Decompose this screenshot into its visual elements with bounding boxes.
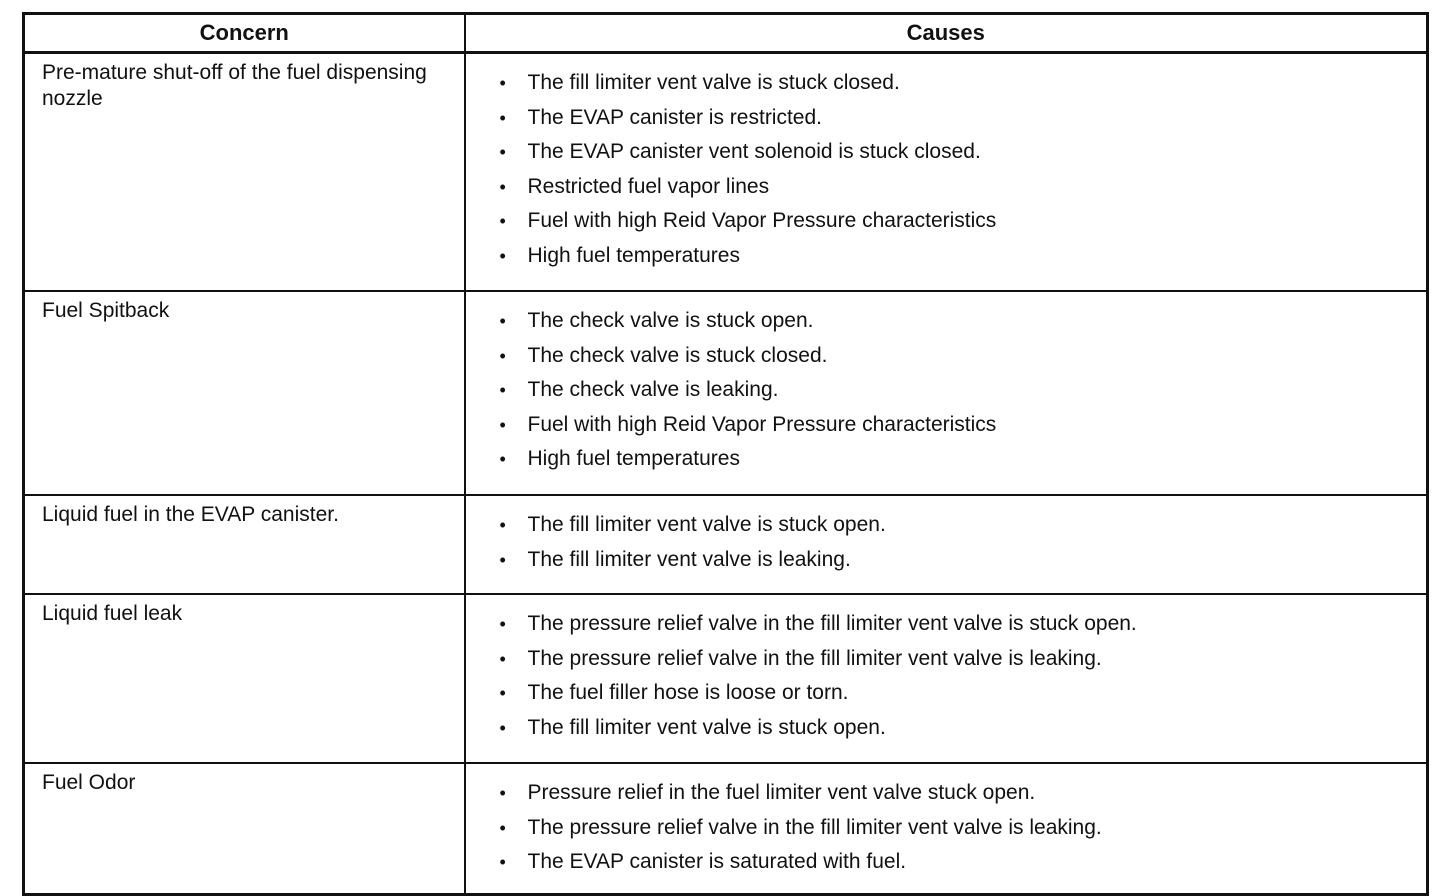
cause-item: • The fuel filler hose is loose or torn. — [488, 676, 1427, 711]
causes-list — [488, 304, 1427, 477]
concern-cell: Liquid fuel in the EVAP canister. — [24, 495, 465, 594]
table-row — [24, 495, 1428, 594]
causes-list — [488, 776, 1427, 880]
cause-item: • The fill limiter vent valve is leaking. — [488, 543, 1427, 578]
concern-cell: Pre-mature shut-off of the fuel dispensing nozzle — [24, 53, 465, 292]
concern-cell: Liquid fuel leak — [24, 594, 465, 763]
concern-cell: Fuel Spitback — [24, 291, 465, 495]
cause-item: • The fill limiter vent valve is stuck open. — [488, 508, 1427, 543]
cause-item: • The EVAP canister is saturated with fuel. — [488, 845, 1427, 880]
causes-cell — [465, 594, 1428, 763]
cause-item: • The fill limiter vent valve is stuck closed. — [488, 66, 1427, 101]
cause-item: • The pressure relief valve in the fill limiter vent valve is leaking. — [488, 811, 1427, 846]
causes-cell — [465, 53, 1428, 292]
cause-item: • Restricted fuel vapor lines — [488, 170, 1427, 205]
cause-item: • High fuel temperatures — [488, 239, 1427, 274]
header-concern: Concern — [24, 14, 465, 53]
table-row — [24, 53, 1428, 292]
cause-item: • Pressure relief in the fuel limiter vent valve stuck open. — [488, 776, 1427, 811]
causes-list — [488, 607, 1427, 745]
cause-item: • The check valve is leaking. — [488, 373, 1427, 408]
concern-cell: Fuel Odor — [24, 763, 465, 895]
cause-item: • The check valve is stuck open. — [488, 304, 1427, 339]
concern-causes-table — [22, 12, 1429, 896]
header-causes: Causes — [465, 14, 1428, 53]
cause-item: • The check valve is stuck closed. — [488, 339, 1427, 374]
header-row — [24, 14, 1428, 53]
cause-item: • High fuel temperatures — [488, 442, 1427, 477]
causes-cell — [465, 763, 1428, 895]
cause-item: • Fuel with high Reid Vapor Pressure characteristics — [488, 408, 1427, 443]
cause-item: • The pressure relief valve in the fill limiter vent valve is leaking. — [488, 642, 1427, 677]
causes-cell — [465, 291, 1428, 495]
causes-cell — [465, 495, 1428, 594]
cause-item: • The EVAP canister vent solenoid is stuck closed. — [488, 135, 1427, 170]
table-row — [24, 594, 1428, 763]
causes-list — [488, 66, 1427, 274]
table-row — [24, 763, 1428, 895]
cause-item: • The pressure relief valve in the fill limiter vent valve is stuck open. — [488, 607, 1427, 642]
cause-item: • Fuel with high Reid Vapor Pressure characteristics — [488, 204, 1427, 239]
cause-item: • The EVAP canister is restricted. — [488, 101, 1427, 136]
cause-item: • The fill limiter vent valve is stuck open. — [488, 711, 1427, 746]
table-row — [24, 291, 1428, 495]
causes-list — [488, 508, 1427, 577]
